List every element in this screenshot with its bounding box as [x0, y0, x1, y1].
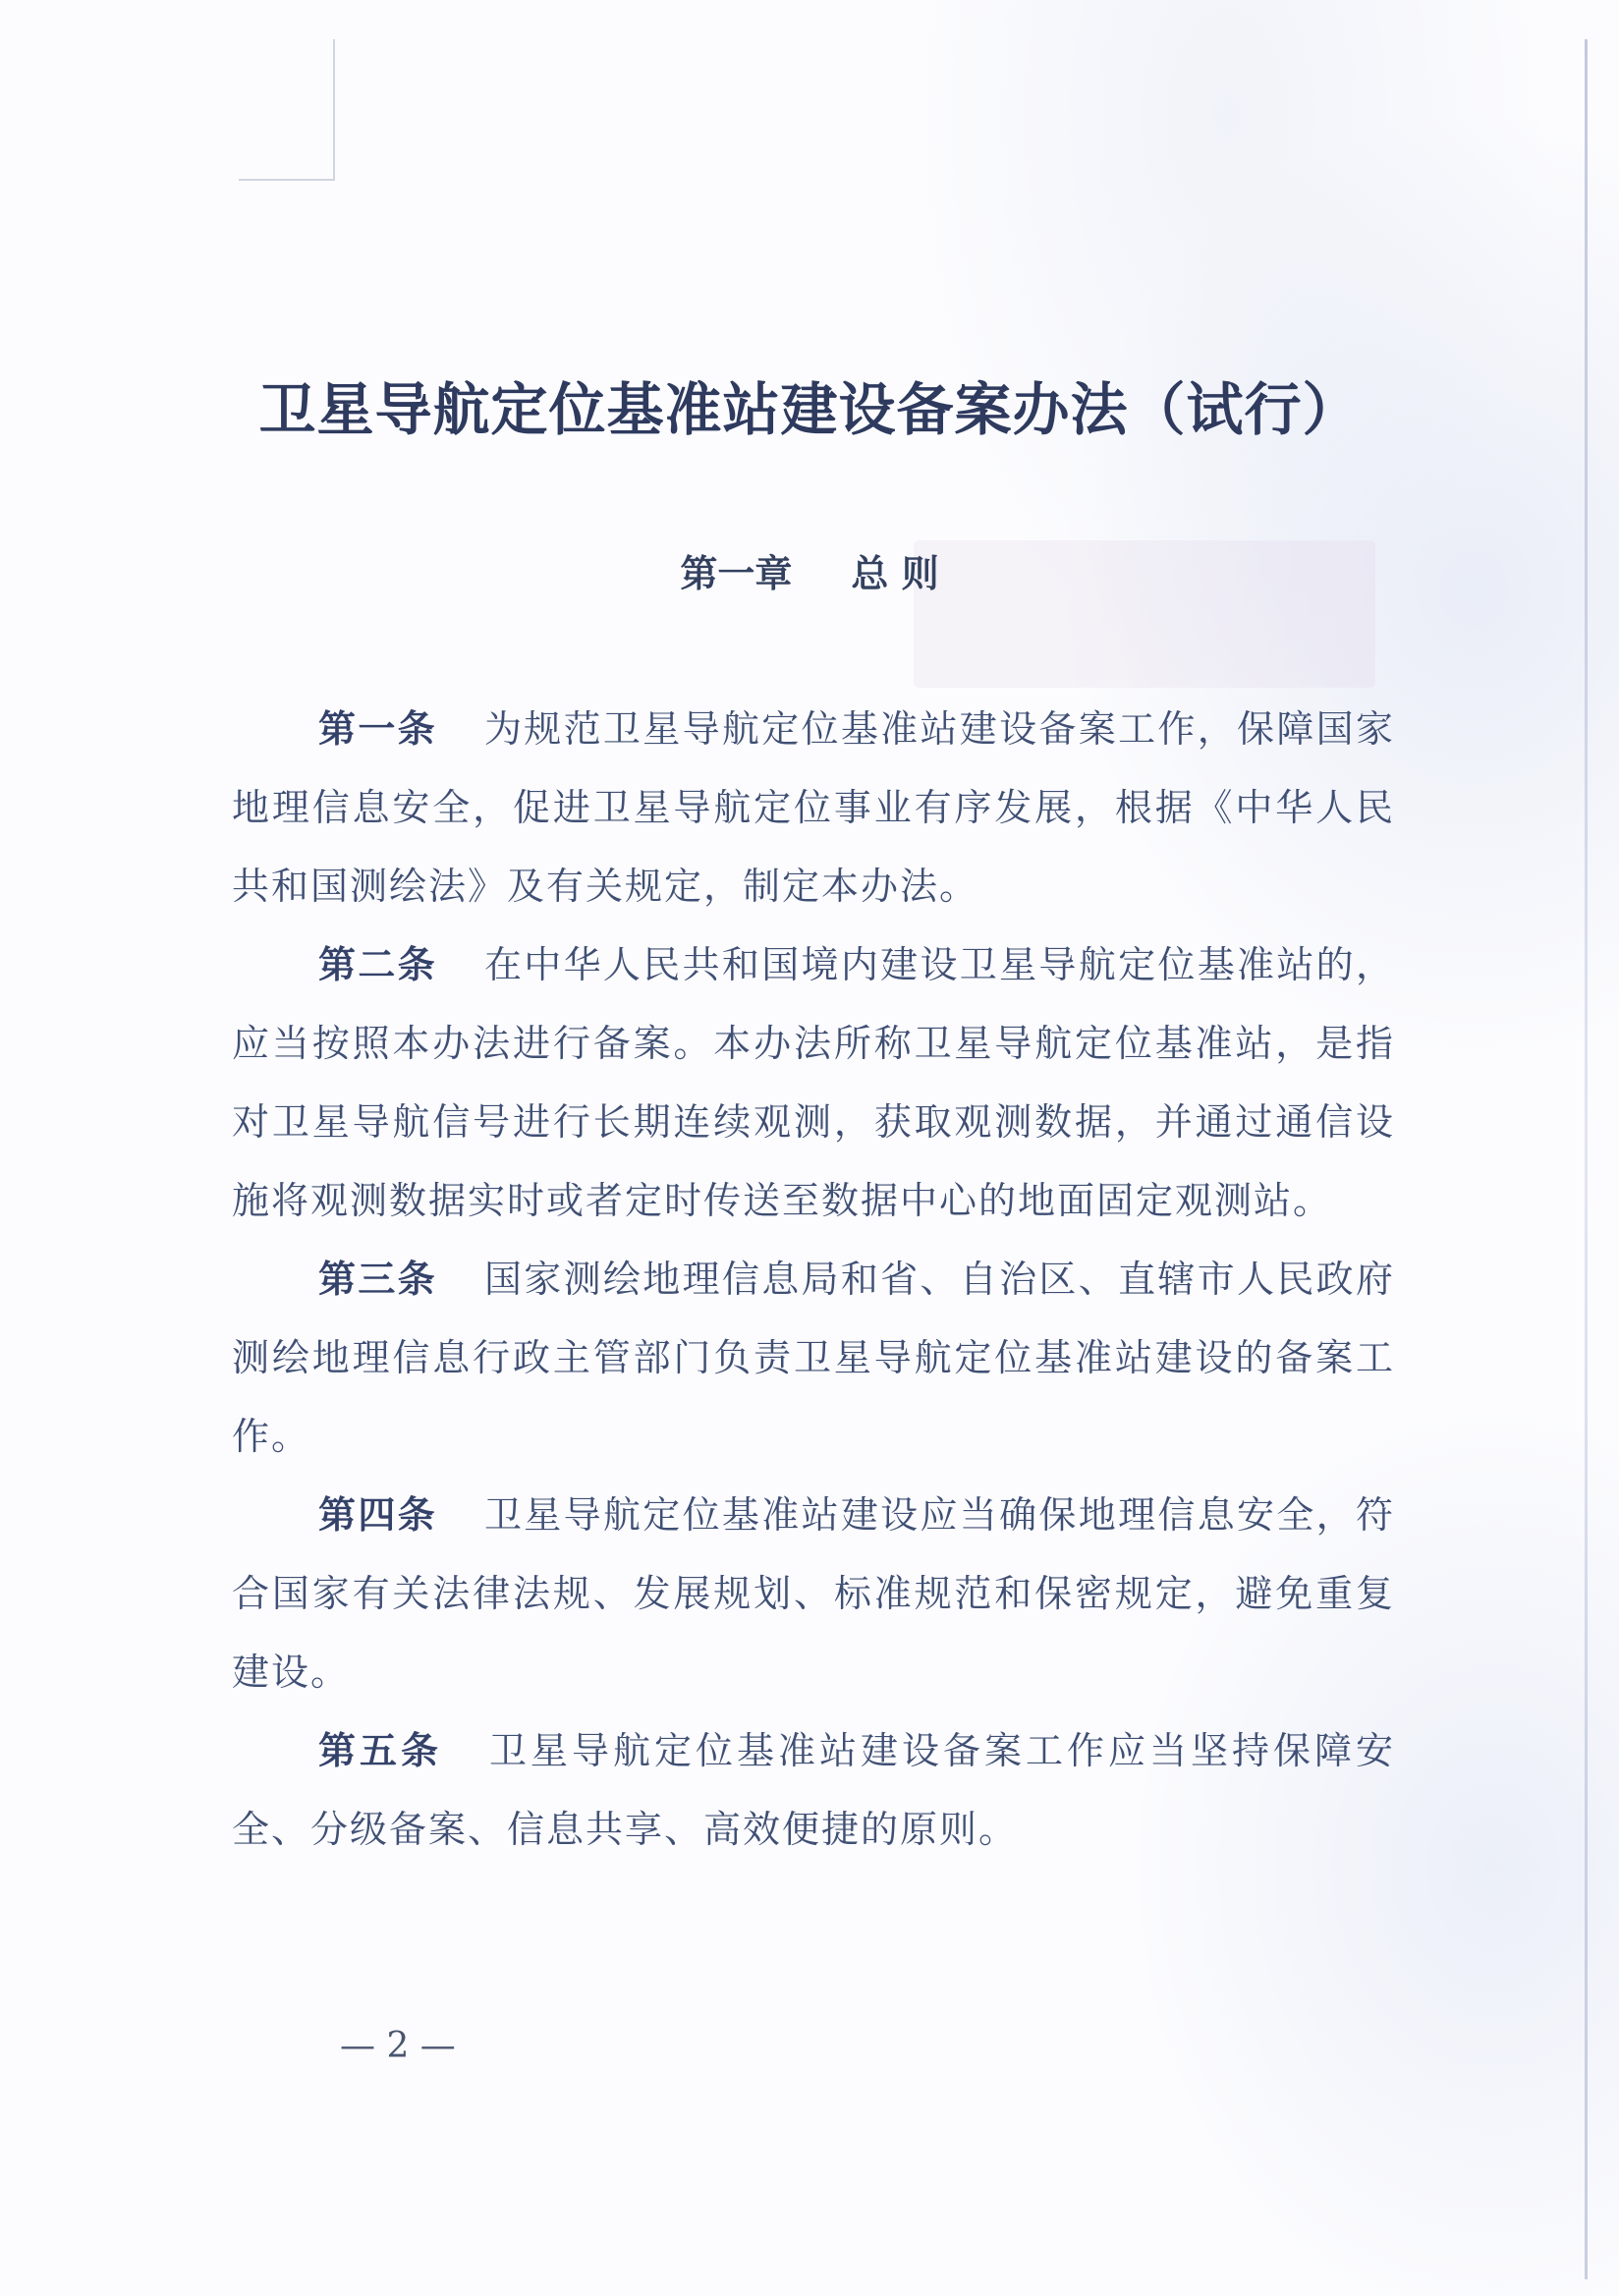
article-label: 第一条 [318, 707, 437, 751]
article-text: 国家测绘地理信息局和省、自治区、直辖市人民政府测绘地理信息行政主管部门负责卫星导航定位基准站建设的备案工作。 [232, 1258, 1395, 1458]
article-label: 第二条 [318, 943, 437, 986]
article-4 [232, 1476, 1395, 1711]
article-1 [232, 690, 1395, 925]
chapter-heading [196, 543, 1423, 597]
page-number: — 2 — [340, 2026, 456, 2066]
article-label: 第三条 [318, 1258, 437, 1301]
article-text: 为规范卫星导航定位基准站建设备案工作，保障国家地理信息安全，促进卫星导航定位事业有序发展，根据《中华人民共和国测绘法》及有关规定，制定本办法。 [232, 707, 1395, 908]
article-2 [232, 925, 1395, 1240]
chapter-name: 总 则 [851, 552, 939, 595]
article-text: 卫星导航定位基准站建设备案工作应当坚持保障安全、分级备案、信息共享、高效便捷的原则。 [232, 1729, 1395, 1851]
scan-edge-line [1585, 39, 1588, 2279]
article-text: 在中华人民共和国境内建设卫星导航定位基准站的，应当按照本办法进行备案。本办法所称卫星导航定位基准站，是指对卫星导航信号进行长期连续观测，获取观测数据，并通过通信设施将观测数据实时或者定时传送至数据中心的地面固定观测站。 [232, 943, 1395, 1222]
chapter-number: 第一章 [680, 552, 793, 595]
document-body [232, 690, 1395, 1869]
article-label: 第四条 [318, 1493, 437, 1537]
article-3 [232, 1240, 1395, 1476]
corner-registration-mark [239, 39, 335, 181]
article-5 [232, 1711, 1395, 1869]
article-label: 第五条 [318, 1729, 442, 1772]
article-text: 卫星导航定位基准站建设应当确保地理信息安全，符合国家有关法律法规、发展规划、标准规范和保密规定，避免重复建设。 [232, 1493, 1395, 1694]
document-title: 卫星导航定位基准站建设备案办法（试行） [258, 376, 1361, 443]
